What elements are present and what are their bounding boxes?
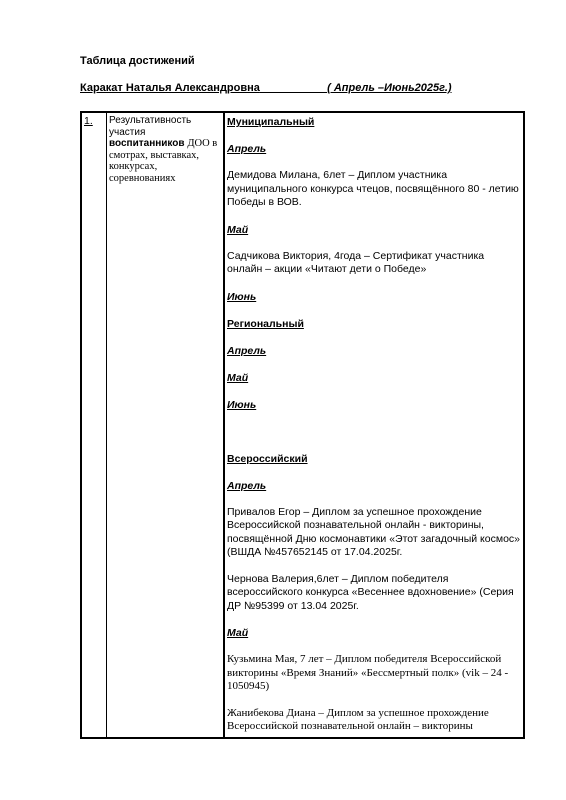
month-label-june: Июнь	[227, 290, 257, 303]
month-label-may: Май	[227, 371, 249, 384]
report-period: ( Апрель –Июнь2025г.)	[327, 82, 452, 94]
achievement-entry: Кузьмина Мая, 7 лет – Диплом победителя Всероссийской викторины «Время Знаний» «Бессмертный полк» (vik – 24 - 1050945)	[227, 653, 509, 692]
document-title: Таблица достижений	[80, 55, 195, 67]
month-label-april: Апрель	[227, 143, 267, 155]
achievement-entry: Садчикова Виктория, 4года – Сертификат участника онлайн – акции «Читают дети о Победе»	[227, 249, 485, 275]
achievement-entry: Демидова Милана, 6лет – Диплом участника муниципального конкурса чтецов, посвящённого 80 - летию Победы в ВОВ.	[227, 169, 519, 208]
month-label-may: Май	[227, 627, 249, 639]
month-label-april: Апрель	[227, 344, 267, 357]
month-label-april: Апрель	[227, 479, 267, 492]
achievement-entry: Чернова Валерия,6лет – Диплом победителя всероссийского конкурса «Весеннее вдохновение» (Серия ДР №95399 от 13.04 2025г.	[227, 572, 514, 612]
month-label-may: Май	[227, 223, 249, 236]
criterion-text-bold: воспитанников	[109, 138, 185, 149]
criterion-cell	[107, 112, 225, 738]
table-row	[81, 112, 524, 738]
achievement-entry: Привалов Егор – Диплом за успешное прохождение Всероссийской познавательной онлайн - викторины, посвящённой Дню космонавтики «Этот загадочный космос» (ВШДА №457652145 от 17.04.2025г.	[227, 505, 521, 558]
author-line	[80, 82, 452, 94]
month-label-june: Июнь	[227, 398, 257, 411]
row-number: 1.	[81, 112, 107, 738]
criterion-text-1: Результативность участия	[109, 115, 192, 138]
achievements-cell	[224, 112, 524, 738]
author-name: Каракат Наталья Александровна	[80, 82, 260, 94]
achievement-entry: Жанибекова Диана – Диплом за успешное прохождение Всероссийской познавательной онлайн – викторины	[227, 706, 489, 732]
achievements-table	[80, 111, 525, 739]
level-municipal: Муниципальный	[227, 116, 315, 128]
level-allrussian: Всероссийский	[227, 452, 308, 465]
criterion-text-2: ДОО в смотрах, выставках, конкурсах, соревнованиях	[109, 138, 218, 184]
level-regional: Региональный	[227, 317, 304, 330]
